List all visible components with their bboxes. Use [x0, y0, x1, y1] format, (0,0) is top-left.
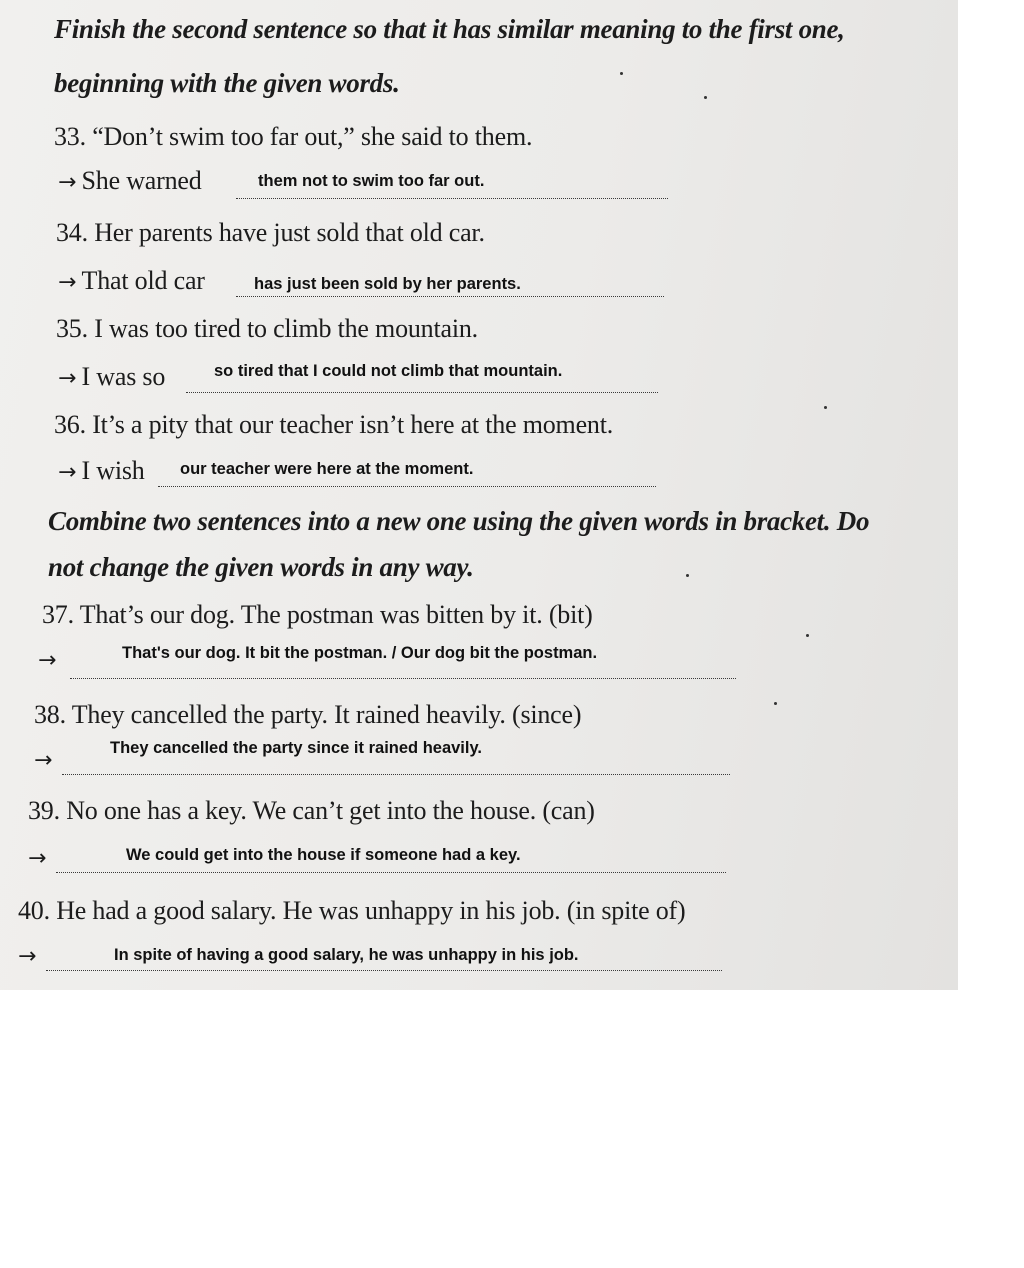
answer-40: In spite of having a good salary, he was unhappy in his job.	[114, 946, 579, 964]
answer-line-39	[56, 872, 726, 873]
question-36: 36. It’s a pity that our teacher isn’t here at the moment.	[54, 410, 614, 439]
paper-speck	[774, 702, 777, 705]
answer-row-37	[38, 648, 56, 673]
question-40: 40. He had a good salary. He was unhappy in his job. (in spite of)	[18, 896, 686, 925]
instruction-part2-line2: not change the given words in any way.	[48, 552, 474, 582]
arrow-icon: →	[18, 944, 37, 969]
arrow-icon: →	[28, 846, 47, 871]
answer-line-35	[186, 392, 658, 393]
question-33: 33. “Don’t swim too far out,” she said to them.	[54, 122, 533, 151]
paper-speck	[686, 574, 689, 577]
answer-38: They cancelled the party since it rained heavily.	[110, 739, 483, 757]
answer-row-38	[34, 748, 52, 773]
paper-speck	[620, 72, 623, 75]
answer-row-33	[58, 166, 202, 196]
answer-line-40	[46, 970, 722, 971]
answer-row-40	[18, 944, 36, 969]
arrow-icon: →	[58, 170, 77, 195]
arrow-icon: →	[58, 270, 77, 295]
answer-35: so tired that I could not climb that mountain.	[214, 362, 563, 380]
answer-37: That's our dog. It bit the postman. / Our dog bit the postman.	[122, 644, 598, 662]
prompt-34: That old car	[81, 266, 205, 295]
answer-34: has just been sold by her parents.	[254, 275, 521, 293]
arrow-icon: →	[58, 460, 77, 485]
answer-36: our teacher were here at the moment.	[180, 460, 474, 478]
answer-line-34	[236, 296, 664, 297]
arrow-icon: →	[38, 648, 57, 673]
instruction-part1-line2: beginning with the given words.	[54, 68, 400, 98]
instruction-part2-line1: Combine two sentences into a new one using the given words in bracket. Do	[48, 506, 870, 536]
question-38: 38. They cancelled the party. It rained heavily. (since)	[34, 700, 582, 729]
paper-speck	[704, 96, 707, 99]
answer-row-36	[58, 456, 145, 486]
prompt-36: I wish	[81, 456, 145, 485]
question-35: 35. I was too tired to climb the mountain.	[56, 314, 478, 343]
prompt-35: I was so	[81, 362, 166, 391]
arrow-icon: →	[34, 748, 53, 773]
question-37: 37. That’s our dog. The postman was bitten by it. (bit)	[42, 600, 593, 629]
answer-row-35	[58, 362, 165, 392]
answer-line-33	[236, 198, 668, 199]
paper-speck	[824, 406, 827, 409]
instruction-part1-line1: Finish the second sentence so that it has similar meaning to the first one,	[54, 14, 845, 44]
prompt-33: She warned	[81, 166, 202, 195]
question-34: 34. Her parents have just sold that old car.	[56, 218, 485, 247]
answer-row-39	[28, 846, 46, 871]
answer-row-34	[58, 266, 205, 296]
answer-line-36	[158, 486, 656, 487]
question-39: 39. No one has a key. We can’t get into the house. (can)	[28, 796, 595, 825]
paper-speck	[806, 634, 809, 637]
arrow-icon: →	[58, 366, 77, 391]
answer-33: them not to swim too far out.	[258, 172, 485, 190]
answer-39: We could get into the house if someone had a key.	[126, 846, 521, 864]
answer-line-37	[70, 678, 736, 679]
answer-line-38	[62, 774, 730, 775]
